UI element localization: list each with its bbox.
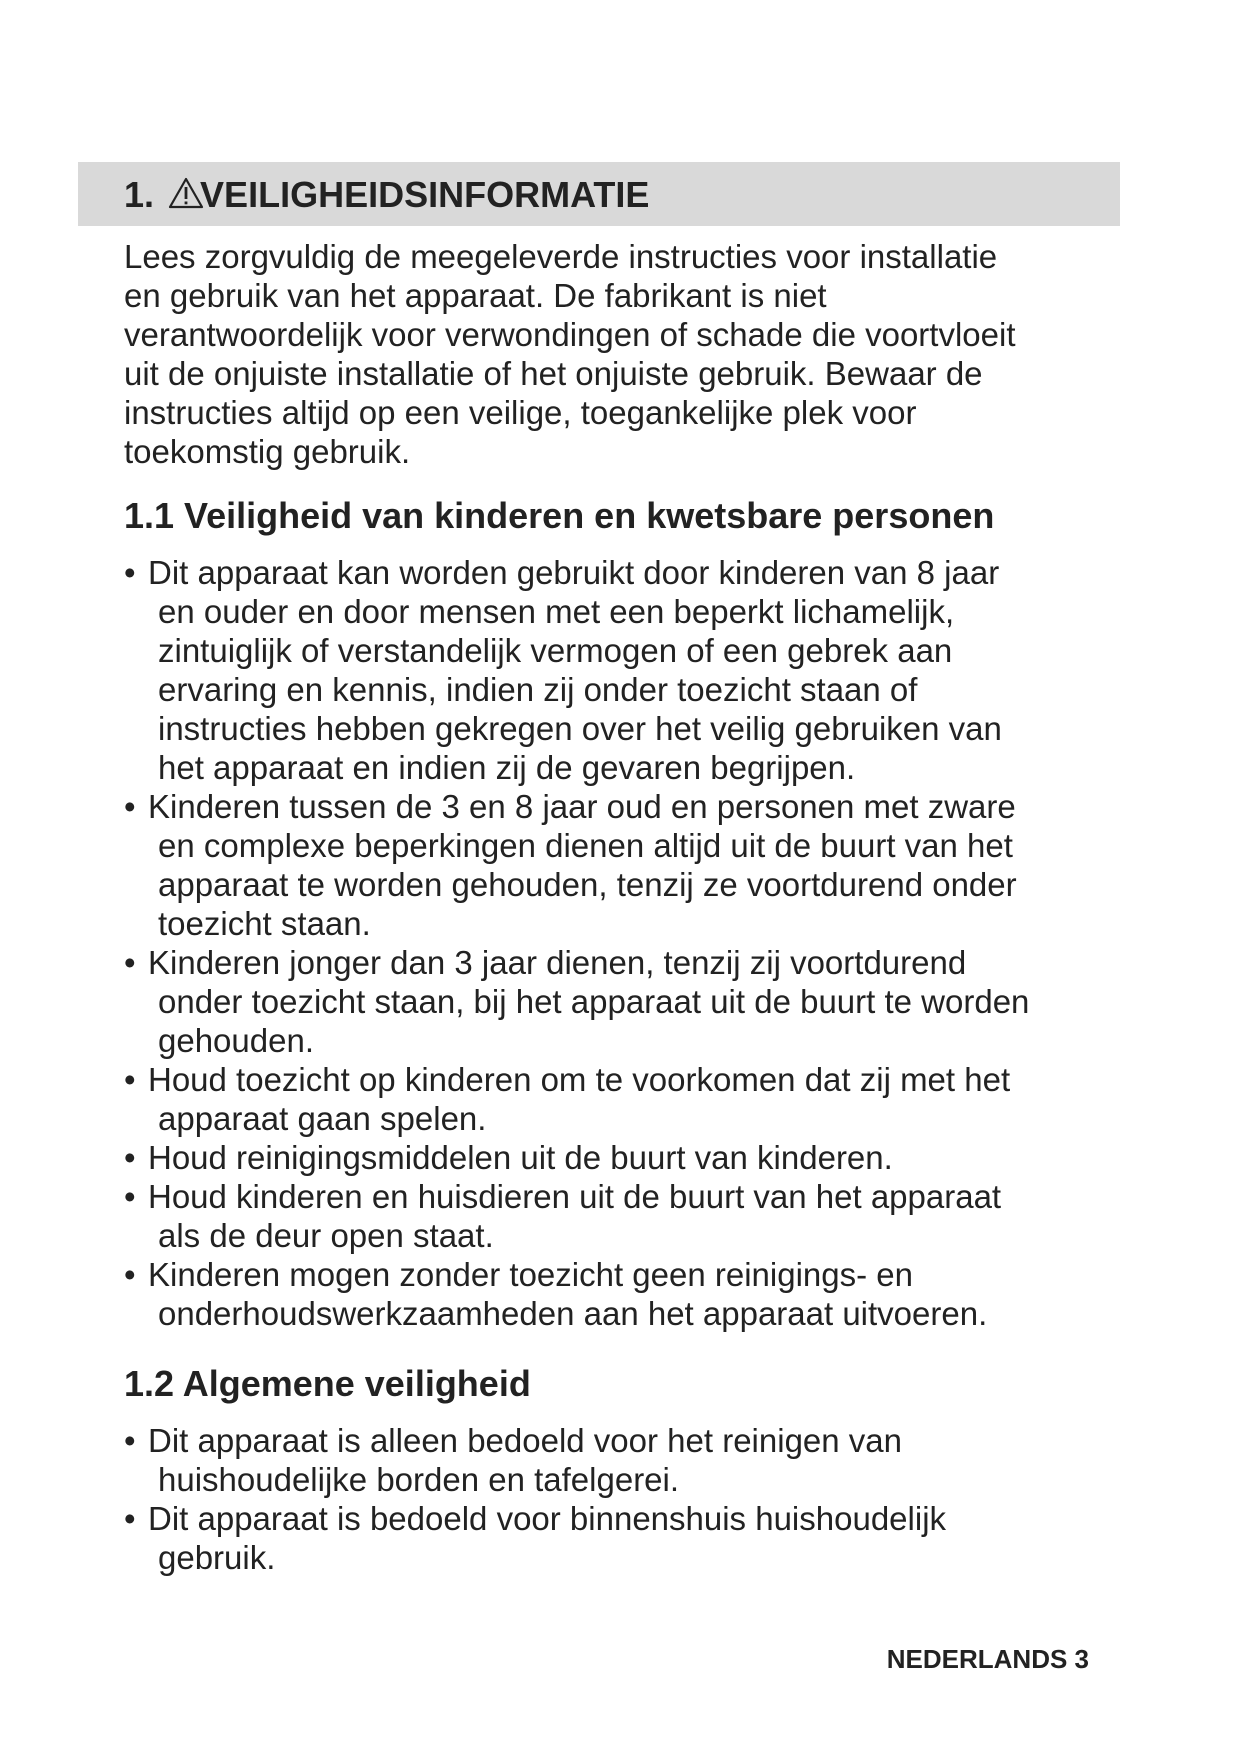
list-item [124, 787, 1124, 943]
list-item-line: ervaring en kennis, indien zij onder toezicht staan of [158, 671, 918, 708]
intro-line: toekomstig gebruik. [124, 433, 411, 470]
list-item-line: toezicht staan. [158, 905, 371, 942]
list-item-line: Kinderen mogen zonder toezicht geen reinigings- en [148, 1256, 913, 1293]
list-item [124, 943, 1124, 1060]
intro-line: instructies altijd op een veilige, toegankelijke plek voor [124, 394, 917, 431]
intro-line: Lees zorgvuldig de meegeleverde instructies voor installatie [124, 238, 998, 275]
list-item-line: Dit apparaat is alleen bedoeld voor het reinigen van [148, 1422, 903, 1459]
section-title [124, 174, 649, 216]
list-item [124, 1060, 1124, 1138]
bullet-glyph: • [124, 1500, 136, 1537]
subsection-heading-1-1: 1.1 Veiligheid van kinderen en kwetsbare personen [124, 495, 995, 536]
bullet-glyph: • [124, 1139, 136, 1176]
bullet-glyph: • [124, 1256, 136, 1293]
list-item [124, 1421, 1124, 1499]
list-item-line: Houd kinderen en huisdieren uit de buurt van het apparaat [148, 1178, 1002, 1215]
list-item-line: Dit apparaat is bedoeld voor binnenshuis huishoudelijk [148, 1500, 947, 1537]
bullet-glyph: • [124, 1061, 136, 1098]
list-item [124, 1138, 1124, 1177]
bullet-glyph: • [124, 1178, 136, 1215]
warning-triangle-icon [168, 177, 204, 209]
list-item-line: als de deur open staat. [158, 1217, 494, 1254]
list-item-line: gehouden. [158, 1022, 314, 1059]
bullet-glyph: • [124, 788, 136, 825]
list-item [124, 1255, 1124, 1333]
intro-line: en gebruik van het apparaat. De fabrikant is niet [124, 277, 827, 314]
section-title-text: VEILIGHEIDSINFORMATIE [200, 174, 650, 215]
bullet-glyph: • [124, 554, 136, 591]
bullet-list-1-1 [124, 553, 1124, 1333]
list-item [124, 1499, 1124, 1577]
list-item-line: onder toezicht staan, bij het apparaat uit de buurt te worden [158, 983, 1030, 1020]
list-item-line: apparaat te worden gehouden, tenzij ze voortdurend onder [158, 866, 1017, 903]
list-item-line: en complexe beperkingen dienen altijd uit de buurt van het [158, 827, 1013, 864]
list-item-line: onderhoudswerkzaamheden aan het apparaat uitvoeren. [158, 1295, 988, 1332]
page-footer-label: NEDERLANDS 3 [886, 1644, 1089, 1674]
list-item-line: Kinderen jonger dan 3 jaar dienen, tenzij zij voortdurend [148, 944, 967, 981]
list-item-line: gebruik. [158, 1539, 276, 1576]
list-item-line: instructies hebben gekregen over het veilig gebruiken van [158, 710, 1002, 747]
bullet-glyph: • [124, 1422, 136, 1459]
intro-line: uit de onjuiste installatie of het onjuiste gebruik. Bewaar de [124, 355, 983, 392]
bullet-glyph: • [124, 944, 136, 981]
intro-paragraph [124, 237, 1124, 471]
section-number: 1. [124, 174, 155, 215]
intro-line: verantwoordelijk voor verwondingen of schade die voortvloeit [124, 316, 1016, 353]
bullet-list-1-2 [124, 1421, 1124, 1577]
list-item-line: Houd reinigingsmiddelen uit de buurt van kinderen. [148, 1139, 893, 1176]
page-content [124, 237, 1124, 1577]
list-item-line: het apparaat en indien zij de gevaren begrijpen. [158, 749, 856, 786]
list-item-line: Dit apparaat kan worden gebruikt door kinderen van 8 jaar [148, 554, 1000, 591]
list-item-line: Houd toezicht op kinderen om te voorkomen dat zij met het [148, 1061, 1011, 1098]
list-item [124, 553, 1124, 787]
list-item-line: zintuiglijk of verstandelijk vermogen of een gebrek aan [158, 632, 953, 669]
list-item-line: apparaat gaan spelen. [158, 1100, 487, 1137]
subsection-heading-1-2: 1.2 Algemene veiligheid [124, 1363, 531, 1404]
list-item-line: Kinderen tussen de 3 en 8 jaar oud en personen met zware [148, 788, 1016, 825]
list-item-line: en ouder en door mensen met een beperkt lichamelijk, [158, 593, 955, 630]
list-item [124, 1177, 1124, 1255]
list-item-line: huishoudelijke borden en tafelgerei. [158, 1461, 680, 1498]
